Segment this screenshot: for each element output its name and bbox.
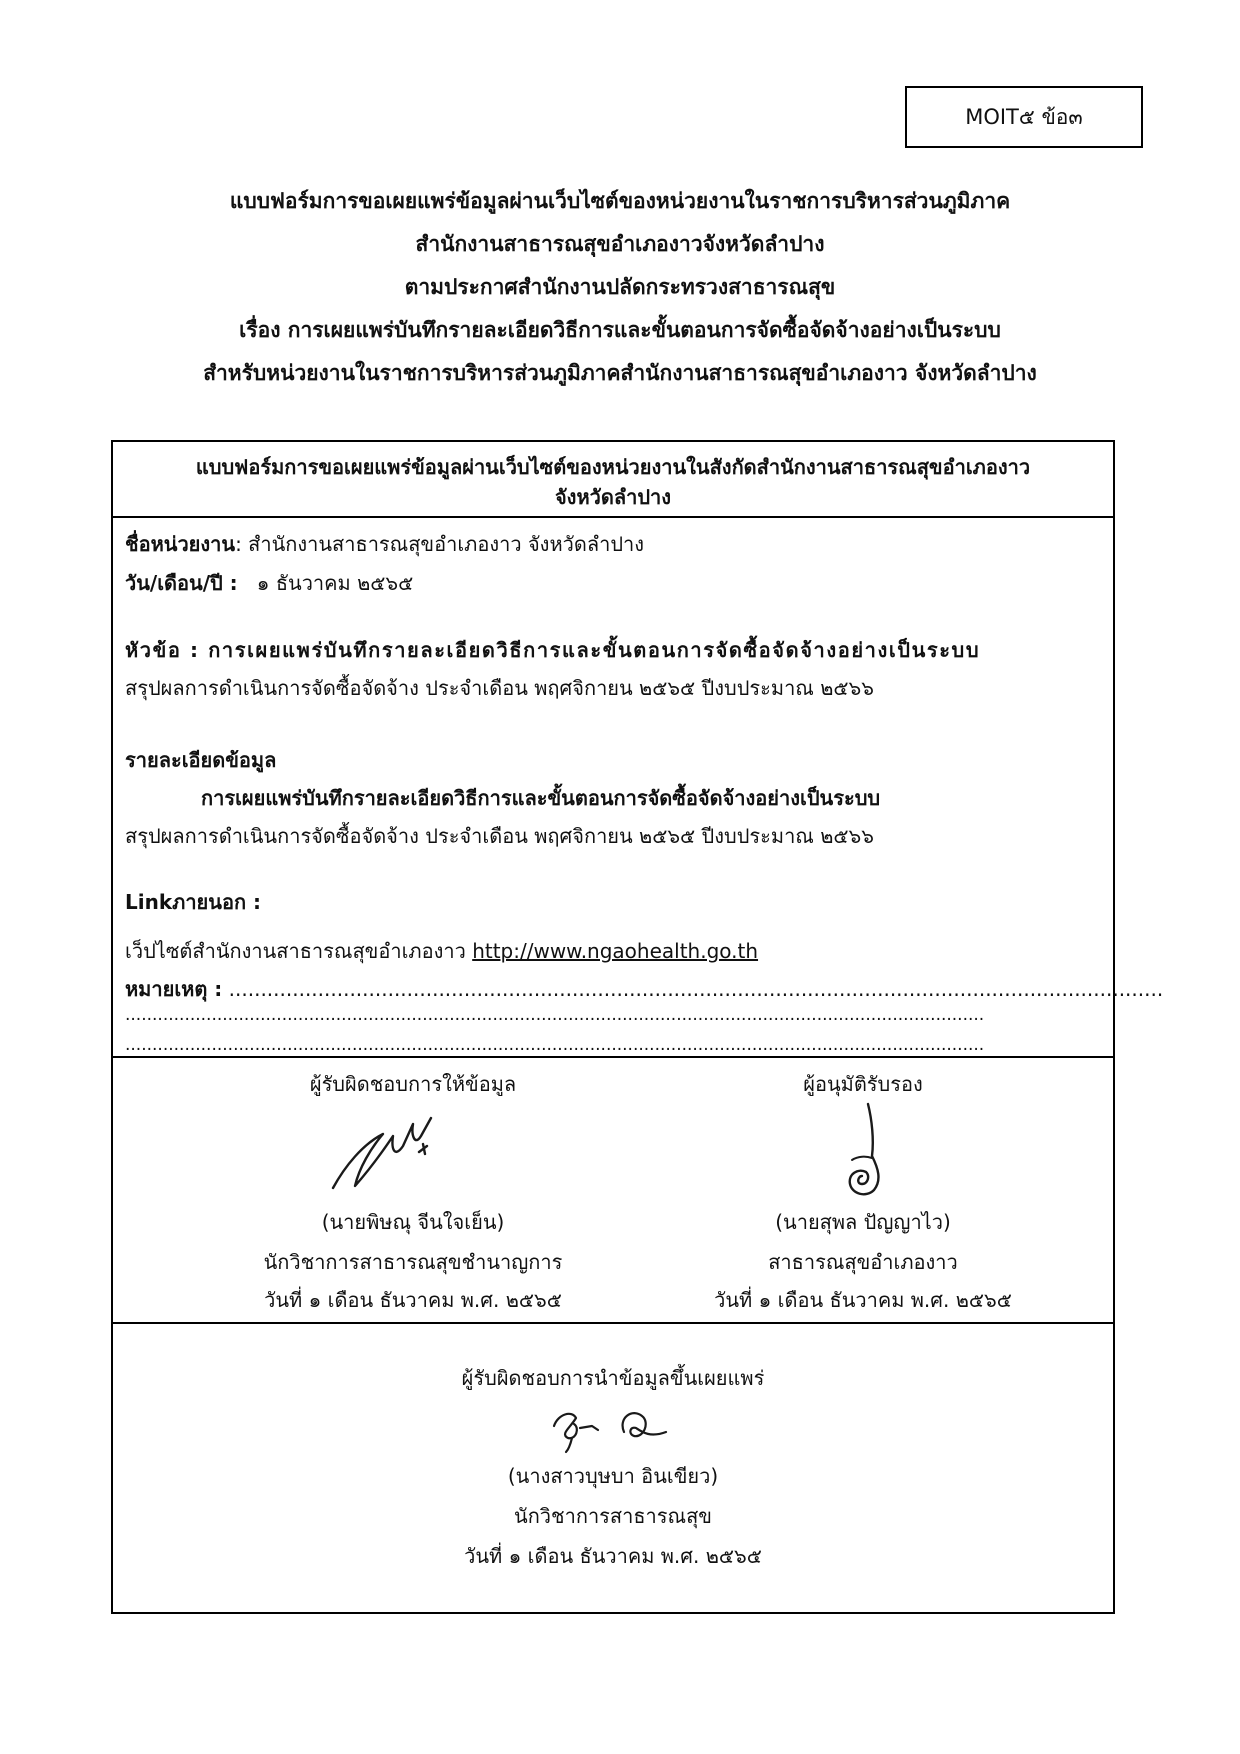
publisher-position: นักวิชาการสาธารณสุข <box>514 1504 712 1528</box>
agency-value: : สำนักงานสาธารณสุขอำเภองาว จังหวัดลำปาง <box>235 532 645 556</box>
header-line-5: สำหรับหน่วยงานในราชการบริหารส่วนภูมิภาคสำนักงานสาธารณสุขอำเภองาว จังหวัดลำปาง <box>203 361 1037 385</box>
agency-row <box>125 528 644 560</box>
approver-signature-image <box>828 1100 908 1200</box>
remark-dots-1: ................................................................................................................................................... <box>228 977 1164 1001</box>
publication-form <box>111 440 1164 1614</box>
header-line-2: สำนักงานสาธารณสุขอำเภองาวจังหวัดลำปาง <box>415 232 825 256</box>
responsible-date: วันที่ ๑ เดือน ธันวาคม พ.ศ. ๒๕๖๕ <box>264 1288 562 1312</box>
external-link-label: Linkภายนอก : <box>125 890 262 914</box>
responsible-name: (นายพิษณุ จีนใจเย็น) <box>321 1210 505 1234</box>
responsible-position: นักวิชาการสาธารณสุขชำนาญการ <box>263 1250 563 1274</box>
remark-label: หมายเหตุ : <box>125 977 223 1001</box>
summary-line-1: สรุปผลการดำเนินการจัดซื้อจัดจ้าง ประจำเดือน พฤศจิกายน ๒๕๖๕ ปีงบประมาณ ๒๕๖๖ <box>125 676 874 700</box>
responsible-signature-image <box>323 1106 453 1196</box>
responsible-heading: ผู้รับผิดชอบการให้ข้อมูล <box>309 1072 517 1096</box>
form-details-section <box>113 518 1164 1058</box>
date-value: ๑ ธันวาคม ๒๕๖๕ <box>256 571 414 595</box>
website-link[interactable]: http://www.ngaohealth.go.th <box>472 939 759 963</box>
approver-heading: ผู้อนุมัติรับรอง <box>803 1072 923 1096</box>
form-title-line-2: จังหวัดลำปาง <box>554 485 672 509</box>
summary-line-2: สรุปผลการดำเนินการจัดซื้อจัดจ้าง ประจำเดือน พฤศจิกายน ๒๕๖๕ ปีงบประมาณ ๒๕๖๖ <box>125 824 874 848</box>
topic-line: หัวข้อ : การเผยแพร่บันทึกรายละเอียดวิธีการและขั้นตอนการจัดซื้อจัดจ้างอย่างเป็นระบบ <box>125 638 981 662</box>
approver-date: วันที่ ๑ เดือน ธันวาคม พ.ศ. ๒๕๖๕ <box>714 1288 1012 1312</box>
publisher-heading: ผู้รับผิดชอบการนำข้อมูลขึ้นเผยแพร่ <box>461 1366 765 1390</box>
date-row <box>125 567 413 599</box>
form-title <box>113 442 1113 518</box>
website-row <box>125 935 758 967</box>
header-line-4: เรื่อง การเผยแพร่บันทึกรายละเอียดวิธีการและขั้นตอนการจัดซื้อจัดจ้างอย่างเป็นระบบ <box>239 318 1001 342</box>
remark-row <box>125 973 1163 1005</box>
remark-dots-3: ............................................................................................................................................................... <box>125 1035 985 1055</box>
signature-section <box>113 1058 1113 1324</box>
agency-label: ชื่อหน่วยงาน <box>125 532 236 556</box>
publisher-name: (นางสาวบุษบา อินเขียว) <box>507 1464 719 1488</box>
publisher-date: วันที่ ๑ เดือน ธันวาคม พ.ศ. ๒๕๖๕ <box>464 1544 762 1568</box>
header-line-1: แบบฟอร์มการขอเผยแพร่ข้อมูลผ่านเว็บไซต์ของหน่วยงานในราชการบริหารส่วนภูมิภาค <box>229 189 1011 213</box>
remark-dots-2: ............................................................................................................................................................... <box>125 1005 985 1025</box>
header-line-3: ตามประกาศสำนักงานปลัดกระทรวงสาธารณสุข <box>404 275 836 299</box>
document-reference-code: MOIT๕ ข้อ๓ <box>965 104 1083 129</box>
document-header <box>0 180 1240 395</box>
details-heading: การเผยแพร่บันทึกรายละเอียดวิธีการและขั้นตอนการจัดซื้อจัดจ้างอย่างเป็นระบบ <box>201 786 881 810</box>
date-label: วัน/เดือน/ปี : <box>125 571 238 595</box>
publisher-signature-image <box>546 1398 686 1454</box>
approver-position: สาธารณสุขอำเภองาว <box>768 1250 958 1274</box>
publisher-section <box>113 1324 1113 1614</box>
approver-name: (นายสุพล ปัญญาไว) <box>775 1210 951 1234</box>
document-reference-box <box>905 86 1143 148</box>
website-text: เว็ปไซต์สำนักงานสาธารณสุขอำเภองาว <box>125 939 466 963</box>
details-label: รายละเอียดข้อมูล <box>125 748 277 772</box>
form-title-line-1: แบบฟอร์มการขอเผยแพร่ข้อมูลผ่านเว็บไซต์ของหน่วยงานในสังกัดสำนักงานสาธารณสุขอำเภองาว <box>195 455 1031 479</box>
